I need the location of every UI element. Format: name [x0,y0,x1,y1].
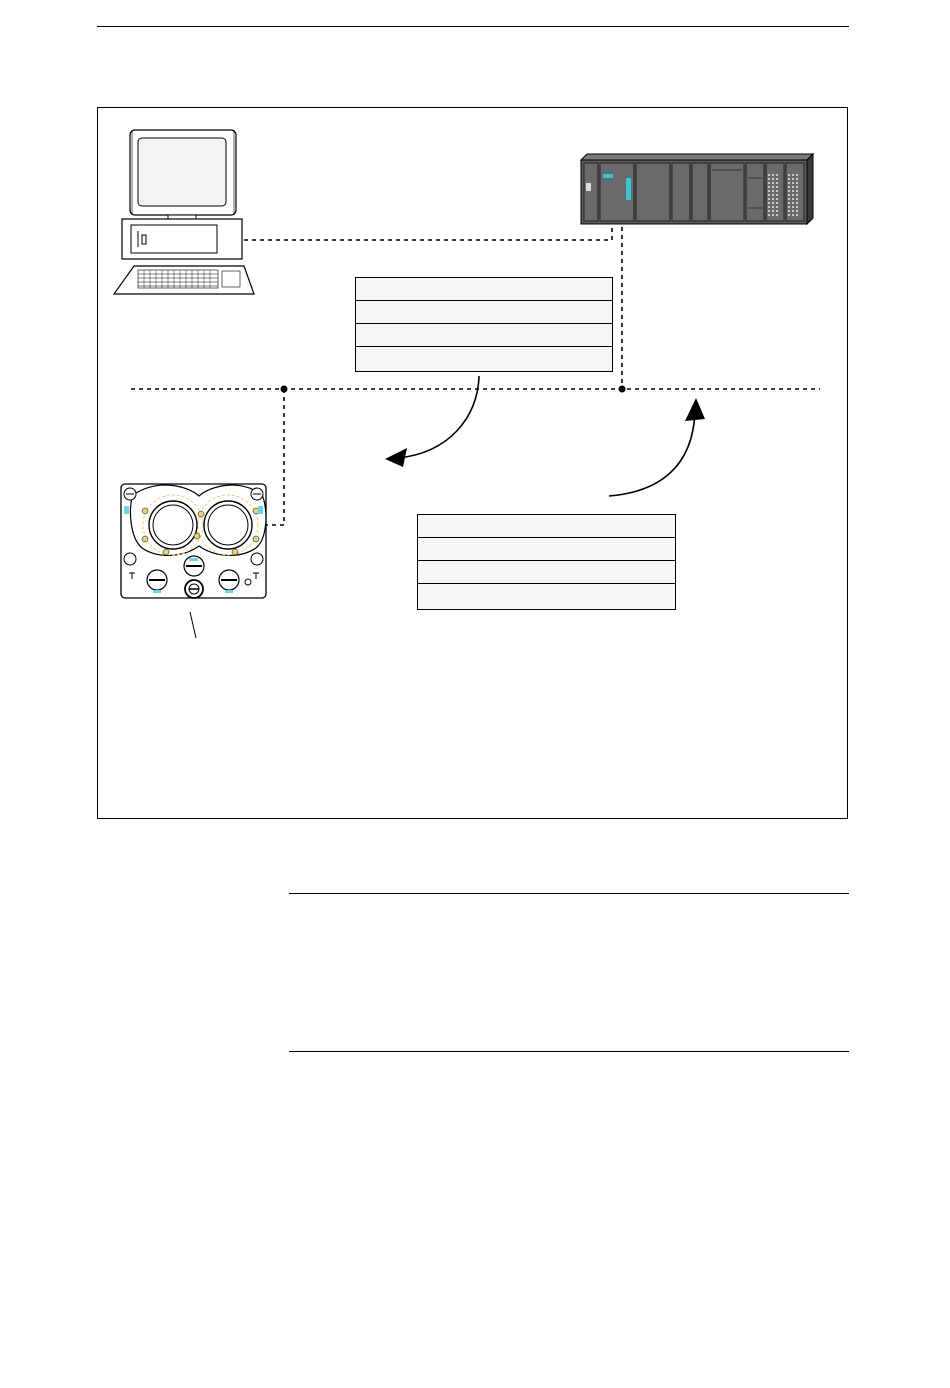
upper-frame-table [355,277,613,372]
computer-icon [114,130,254,294]
network-diagram [98,108,849,820]
lower-table-row [418,584,675,607]
upper-table-row [356,347,612,370]
network-diagram-frame [97,107,848,819]
lower-table-row [418,561,675,584]
field-device-icon [121,484,266,598]
upper-table-row [356,301,612,324]
pc-to-plc-link [244,227,612,240]
request-arrow [385,376,479,467]
device-callout-line [190,612,196,638]
note-top-rule [289,893,849,894]
note-bottom-rule [289,1051,849,1052]
plc-rack-icon [581,154,813,224]
bus-node-right [619,386,626,393]
upper-table-row [356,278,612,301]
lower-table-row [418,538,675,561]
response-arrow [609,398,705,496]
lower-table-row [418,515,675,538]
header-rule [97,26,849,27]
upper-table-row [356,324,612,347]
bus-node-left [281,386,288,393]
lower-frame-table [417,514,676,610]
